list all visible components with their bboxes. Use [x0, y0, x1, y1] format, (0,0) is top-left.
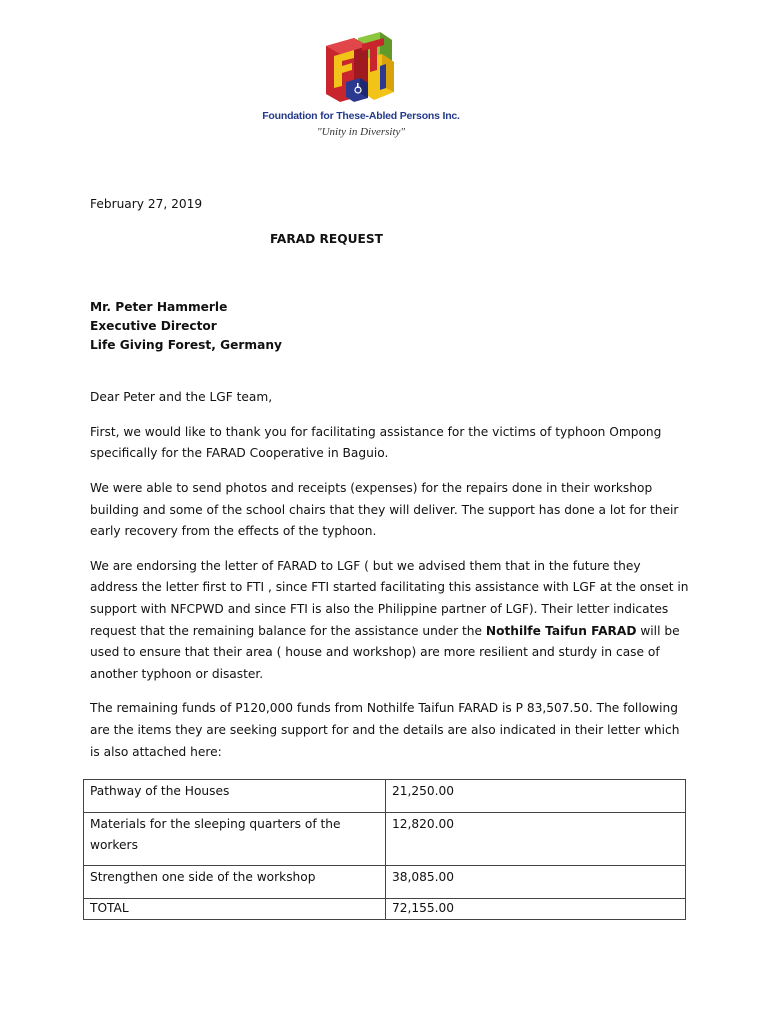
table-cell-item: Pathway of the Houses — [84, 780, 386, 813]
table-row — [84, 780, 686, 813]
paragraph-endorsement — [90, 556, 690, 686]
fund-name-bold: Nothilfe Taifun FARAD — [485, 623, 637, 638]
letter-date: February 27, 2019 — [90, 197, 203, 211]
fti-cube-logo-icon — [318, 30, 408, 110]
table-cell-item: Materials for the sleeping quarters of the workers — [84, 813, 386, 866]
paragraph-endorsement-part1: We are endorsing the letter of FARAD to LGF ( but we advised them that in the future they address the letter first to FTI , since FTI started facilitating this assistance with LGF at the onset in support with NFCPWD and since FTI is also the Philippine partner of LGF). Their letter indicates request that the remaining balance for the assistance under the — [90, 558, 689, 638]
table-cell-amount: 38,085.00 — [386, 866, 686, 899]
paragraph-remaining-funds: The remaining funds of P120,000 funds from Nothilfe Taifun FARAD is P 83,507.50. The following are the items they are seeking support for and the details are also indicated in their letter which is also attached here: — [90, 701, 680, 759]
paragraph-photos: We were able to send photos and receipts (expenses) for the repairs done in their workshop building and some of the school chairs that they will deliver. The support has done a lot for their early recovery from the effects of the typhoon. — [90, 480, 679, 539]
organization-motto: "Unity in Diversity" — [316, 126, 406, 138]
table-cell-amount: 12,820.00 — [386, 813, 686, 866]
table-row — [84, 866, 686, 899]
recipient-title: Executive Director — [90, 319, 217, 334]
paragraph-thanks: First, we would like to thank you for facilitating assistance for the victims of typhoon Ompong specifically for the FARAD Cooperative in Baguio. — [90, 424, 662, 461]
recipient-org: Life Giving Forest, Germany — [90, 338, 282, 353]
organization-name: Foundation for These-Abled Persons Inc. — [262, 110, 460, 122]
table-cell-item: Strengthen one side of the workshop — [84, 866, 386, 899]
expense-table — [83, 779, 686, 920]
letter-subject: FARAD REQUEST — [270, 231, 383, 246]
recipient-block — [90, 298, 690, 355]
table-cell-amount: 21,250.00 — [386, 780, 686, 813]
salutation: Dear Peter and the LGF team, — [90, 390, 273, 405]
table-row — [84, 813, 686, 866]
paragraph-endorsement-part2: will be used to ensure that their area ( house and workshop) are more resilient and sturdy in case of another typhoon or disaster. — [90, 623, 680, 681]
table-cell-total-label: TOTAL — [84, 899, 386, 920]
letter-body — [90, 194, 690, 763]
table-cell-total-amount: 72,155.00 — [386, 899, 686, 920]
recipient-name: Mr. Peter Hammerle — [90, 300, 228, 315]
table-row-total — [84, 899, 686, 920]
